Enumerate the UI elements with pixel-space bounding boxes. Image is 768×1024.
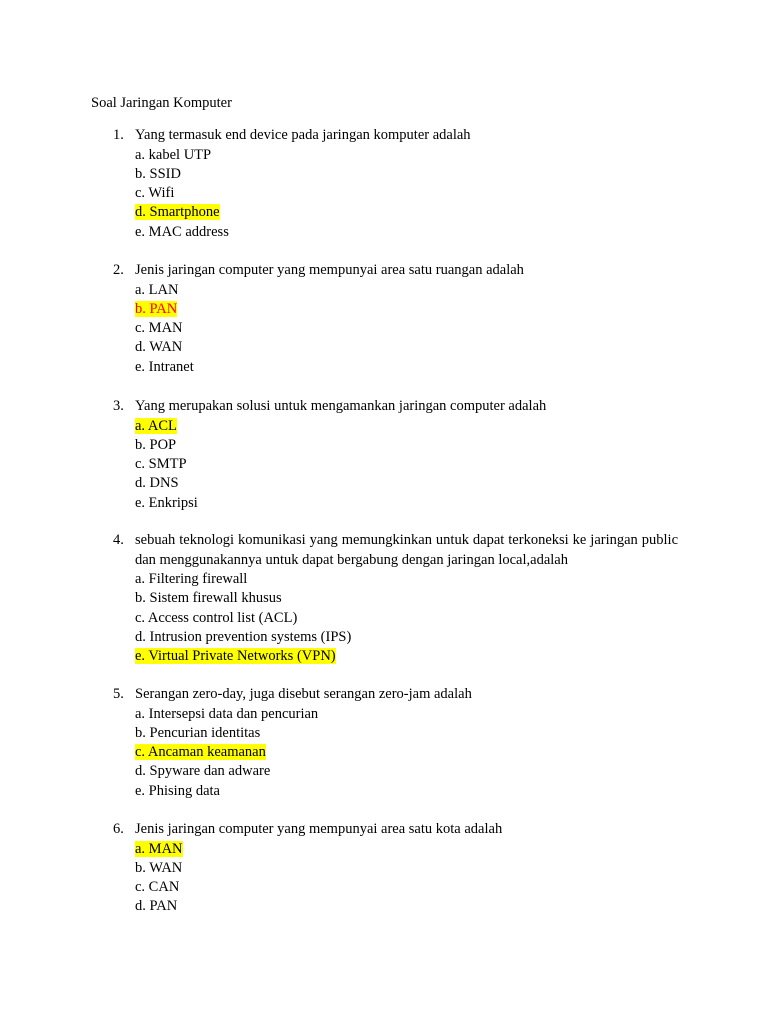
question-text: Yang merupakan solusi untuk mengamankan jaringan computer adalah <box>135 398 547 414</box>
question-text: Jenis jaringan computer yang mempunyai area satu ruangan adalah <box>135 262 524 278</box>
option-a-correct <box>135 840 678 859</box>
question-text: Jenis jaringan computer yang mempunyai area satu kota adalah <box>135 821 503 837</box>
answer-options <box>135 417 678 513</box>
answer-options <box>135 570 678 666</box>
document-title: Soal Jaringan Komputer <box>91 95 232 111</box>
option-b: b. POP <box>135 436 177 453</box>
answer-options <box>135 146 678 242</box>
option-d: d. PAN <box>135 898 178 915</box>
option-a: a. kabel UTP <box>135 146 212 163</box>
option-b: b. WAN <box>135 859 183 876</box>
option-b: b. SSID <box>135 165 181 182</box>
option-b: b. Sistem firewall khusus <box>135 590 282 607</box>
option-c: c. SMTP <box>135 456 187 473</box>
highlighted-answer: a. ACL <box>135 417 177 434</box>
question-1 <box>113 126 678 242</box>
option-d: d. Intrusion prevention systems (IPS) <box>135 628 352 645</box>
option-c: c. CAN <box>135 879 180 896</box>
question-number: 2. <box>113 262 124 278</box>
question-2 <box>113 261 678 377</box>
option-a-correct <box>135 417 678 436</box>
option-c: c. Access control list (ACL) <box>135 609 298 626</box>
question-text: sebuah teknologi komunikasi yang memungkinkan untuk dapat terkoneksi ke jaringan public dan menggunakannya untuk dapat bergabung dengan jaringan local,adalah <box>135 532 678 568</box>
highlighted-answer: e. Virtual Private Networks (VPN) <box>135 648 336 665</box>
question-text: Yang termasuk end device pada jaringan komputer adalah <box>135 127 471 143</box>
option-d: d. DNS <box>135 475 179 492</box>
answer-options <box>135 840 678 917</box>
option-e: e. Phising data <box>135 782 220 799</box>
option-a: a. LAN <box>135 281 179 298</box>
answer-options <box>135 705 678 801</box>
question-number: 4. <box>113 532 124 548</box>
option-e: e. Intranet <box>135 358 194 375</box>
highlighted-answer: b. PAN <box>135 300 178 317</box>
option-d-correct <box>135 203 678 222</box>
option-b: b. Pencurian identitas <box>135 724 261 741</box>
question-number: 6. <box>113 821 124 837</box>
question-text: Serangan zero-day, juga disebut serangan zero-jam adalah <box>135 686 472 702</box>
question-number: 1. <box>113 127 124 143</box>
question-number: 3. <box>113 398 124 414</box>
option-e-correct <box>135 647 678 666</box>
answer-options <box>135 281 678 377</box>
question-4 <box>113 531 678 666</box>
option-d: d. WAN <box>135 339 183 356</box>
highlighted-answer: c. Ancaman keamanan <box>135 744 266 761</box>
highlighted-answer: d. Smartphone <box>135 204 220 221</box>
question-3 <box>113 397 678 513</box>
highlighted-answer: a. MAN <box>135 840 183 857</box>
question-5 <box>113 685 678 801</box>
option-a: a. Intersepsi data dan pencurian <box>135 705 319 722</box>
option-c-correct <box>135 743 678 762</box>
option-c: c. Wifi <box>135 185 175 202</box>
question-number: 5. <box>113 686 124 702</box>
option-e: e. Enkripsi <box>135 494 198 511</box>
option-c: c. MAN <box>135 320 183 337</box>
option-d: d. Spyware dan adware <box>135 763 271 780</box>
option-a: a. Filtering firewall <box>135 571 248 587</box>
option-e: e. MAC address <box>135 223 229 240</box>
question-6 <box>113 820 678 917</box>
option-b-correct <box>135 300 678 319</box>
